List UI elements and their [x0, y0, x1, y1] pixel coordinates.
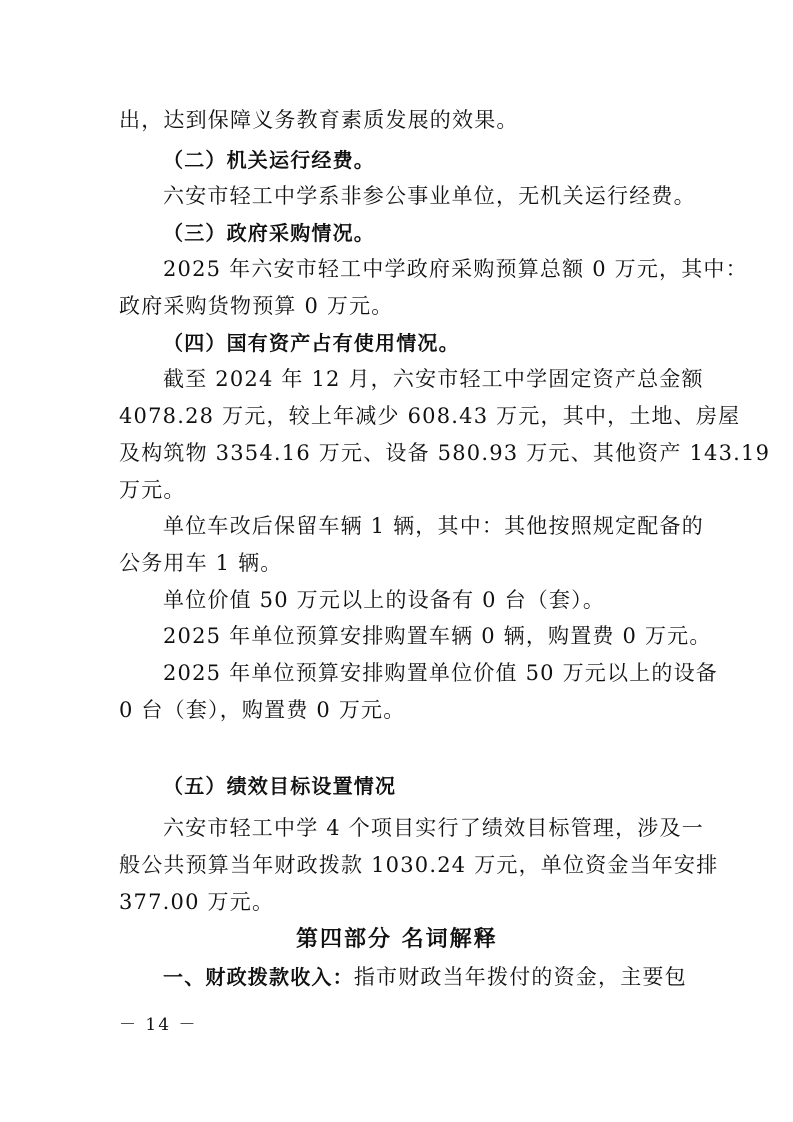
paragraph-line: 万元。	[119, 478, 186, 502]
page-number: － 14 －	[119, 1015, 198, 1035]
paragraph-line: 公务用车 1 辆。	[119, 551, 283, 575]
paragraph-line: 政府采购货物预算 0 万元。	[119, 294, 394, 318]
part-title: 第四部分 名词解释	[296, 927, 498, 952]
paragraph-line: 2025 年单位预算安排购置单位价值 50 万元以上的设备	[163, 661, 718, 685]
paragraph-line: 0 台（套），购置费 0 万元。	[119, 698, 406, 722]
paragraph-line: 出，达到保障义务教育素质发展的效果。	[119, 108, 519, 132]
paragraph-line: 377.00 万元。	[119, 890, 275, 914]
definition-text: 指市财政当年拨付的资金，主要包	[353, 965, 687, 989]
section-heading: （三）政府采购情况。	[163, 221, 375, 245]
paragraph-line: 般公共预算当年财政拨款 1030.24 万元，单位资金当年安排	[119, 853, 719, 877]
section-heading: （二）机关运行经费。	[163, 148, 375, 172]
definition-line	[163, 967, 687, 988]
paragraph-line: 单位价值 50 万元以上的设备有 0 台（套）。	[163, 588, 606, 612]
section-heading: （四）国有资产占有使用情况。	[163, 331, 460, 355]
definition-term: 一、财政拨款收入：	[163, 965, 354, 989]
paragraph-line: 2025 年六安市轻工中学政府采购预算总额 0 万元，其中：	[163, 257, 748, 281]
paragraph-line: 2025 年单位预算安排购置车辆 0 辆，购置费 0 万元。	[163, 624, 712, 648]
paragraph-line: 六安市轻工中学系非参公事业单位，无机关运行经费。	[163, 184, 696, 208]
paragraph-line: 单位车改后保留车辆 1 辆，其中：其他按照规定配备的	[163, 514, 704, 538]
section-heading: （五）绩效目标设置情况	[163, 774, 397, 798]
paragraph-line: 4078.28 万元，较上年减少 608.43 万元，其中，土地、房屋	[119, 404, 741, 428]
paragraph-line: 六安市轻工中学 4 个项目实行了绩效目标管理，涉及一	[163, 816, 704, 840]
paragraph-line: 及构筑物 3354.16 万元、设备 580.93 万元、其他资产 143.19	[119, 441, 771, 465]
paragraph-line: 截至 2024 年 12 月，六安市轻工中学固定资产总金额	[163, 367, 704, 391]
